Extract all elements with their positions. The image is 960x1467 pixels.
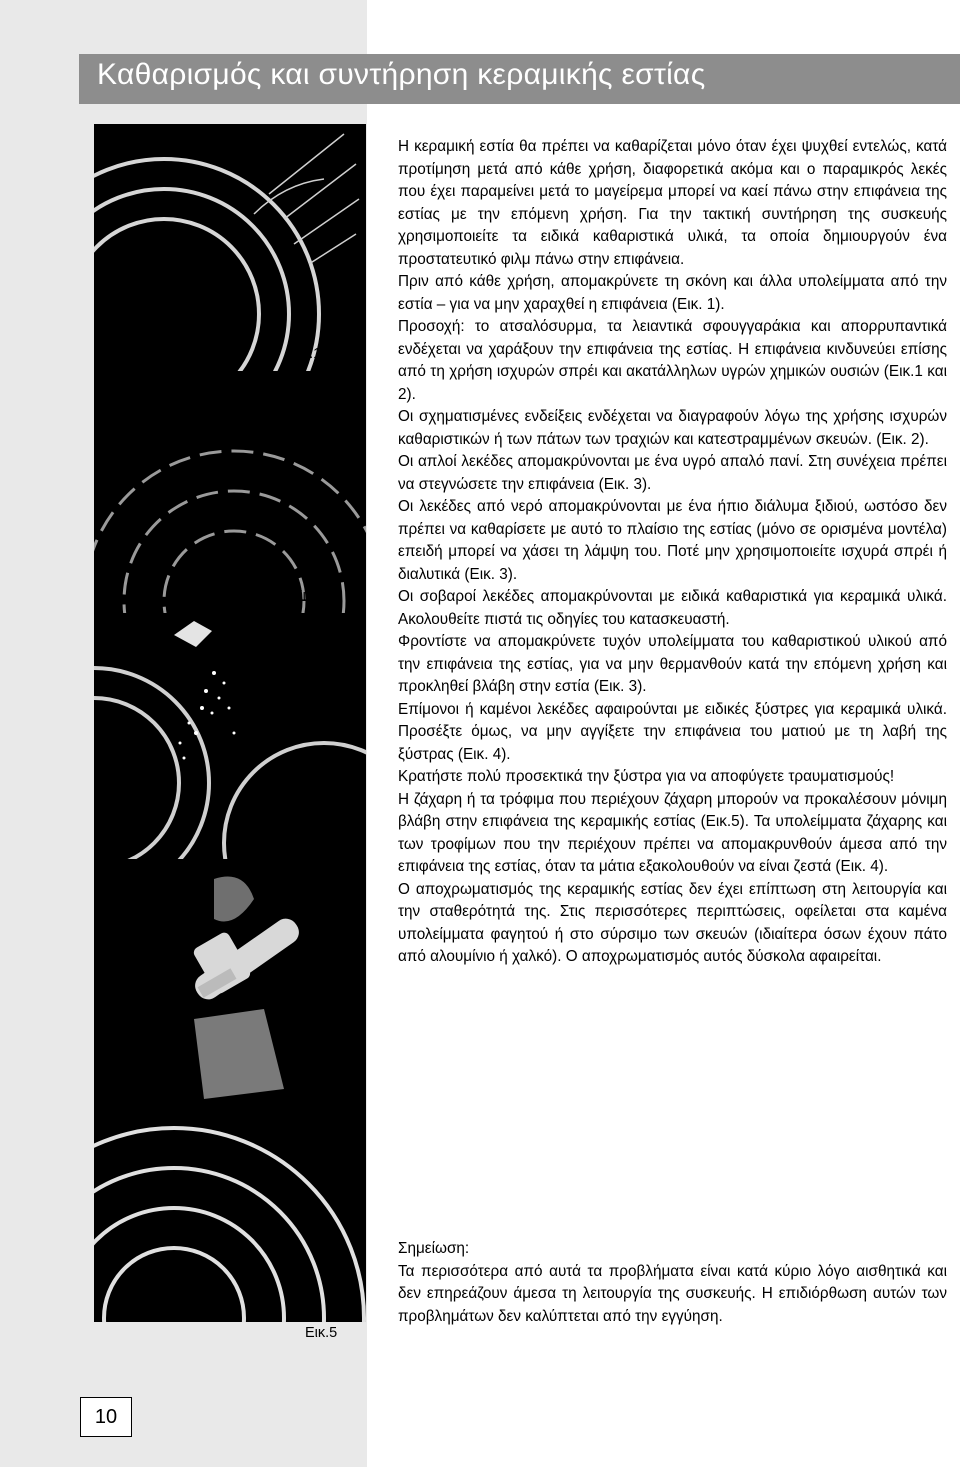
paragraph: Προσοχή: το ατσαλόσυρμα, τα λειαντικά σφουγγαράκια και απορρυπαντικά ενδέχεται να χαράξουν την επιφάνεια της εστίας. Η επιφάνεια κινδυνεύει επίσης από τη χρήση ισχυρών σπρέι και ακατάλληλων υγρών χημικών ουσιών (Εικ.1 και 2). <box>398 318 947 403</box>
paragraph: Η ζάχαρη ή τα τρόφιμα που περιέχουν ζάχαρη μπορούν να προκαλέσουν μόνιμη βλάβη στην επιφάνεια της κεραμικής εστίας (Εικ.5). Τα υπολείμματα ζάχαρης και των τροφίμων που την περιέχουν πρέπει να απομακρυνθούν άμεσα από την επιφάνεια της εστίας, όταν τα μάτια εξακολουθούν να είναι ζεστά (Εικ. 4). <box>398 790 947 875</box>
cooktop-scratches-icon <box>94 124 366 371</box>
paragraph: Φροντίστε να απομακρύνετε τυχόν υπολείμματα του καθαριστικού υλικού από την επιφάνεια της εστίας, για να μην θερμανθούν κατά την επόμενη χρήση και προκληθεί βλάβη στην εστία (Εικ. 3). <box>398 633 947 695</box>
body-text <box>398 136 947 1214</box>
paragraph: Ο αποχρωματισμός της κεραμικής εστίας δεν έχει επίπτωση στη λειτουργία και την σταθερότητά της. Στις περισσότερες περιπτώσεις, οφείλεται στα καμένα υπολείμματα φαγητού ή στο σύρσιμο των σκευών (ιδιαίτερα όσων έχουν πάτο από αλουμίνιο ή χαλκό). Ο αποχρωματισμός αυτός δύσκολα αφαιρείται. <box>398 880 947 965</box>
figure-3 <box>94 613 366 859</box>
paragraph: Οι σοβαροί λεκέδες απομακρύνονται με ειδικά καθαριστικά για κεραμικά υλικά. Ακολουθείτε πιστά τις οδηγίες του κατασκευαστή. <box>398 588 947 628</box>
cooktop-scraper-icon <box>94 859 366 1103</box>
note-heading: Σημείωση: <box>398 1240 470 1257</box>
note <box>398 1238 947 1328</box>
figure-1 <box>94 124 366 371</box>
paragraph: Κρατήστε πολύ προσεκτικά την ξύστρα για να αποφύγετε τραυματισμούς! <box>398 768 895 785</box>
paragraph: Οι απλοί λεκέδες απομακρύνονται με ένα υγρό απαλό πανί. Στη συνέχεια πρέπει να στεγνώσετε την επιφάνεια (Εικ. 3). <box>398 453 947 493</box>
cooktop-stain-rings-icon <box>94 1103 366 1322</box>
figure-4-label: Εικ.4 <box>293 1078 326 1094</box>
paragraph: Οι λεκέδες από νερό απομακρύνονται με ένα ήπιο διάλυμα ξιδιού, ωστόσο δεν πρέπει να καθαρίσετε με αυτό το πλαίσιο της εστίας (μόνο σε ορισμένα μοντέλα) επειδή μπορεί να χάσει τη λάμψη του. Ποτέ μην χρησιμοποιείτε ισχυρά σπρέι ή διαλυτικά (Εικ. 3). <box>398 498 947 583</box>
paragraph: Οι σχηματισμένες ενδείξεις ενδέχεται να διαγραφούν λόγω της χρήσης ισχυρών καθαριστικών ή των πάτων των τραχιών και κατεστραμμένων σκευών. (Εικ. 2). <box>398 408 947 448</box>
note-text: Τα περισσότερα από αυτά τα προβλήματα είναι κατά κύριο λόγο αισθητικά και δεν επηρεάζουν άμεσα τη λειτουργία της συσκευής. Η επιδιόρθωση αυτών των προβλημάτων δεν καλύπτεται από την εγγύηση. <box>398 1262 947 1325</box>
paragraph: Επίμονοι ή καμένοι λεκέδες αφαιρούνται με ειδικές ξύστρες για κεραμικά υλικά. Προσέξτε όμως, να μην αγγίξετε την επιφάνεια του ματιού με τη λαβή της ξύστρας (Εικ. 4). <box>398 700 947 763</box>
page-number: 10 <box>80 1397 132 1437</box>
cooktop-worn-markings-icon <box>94 371 366 613</box>
figure-5-label: Εικ.5 <box>305 1325 338 1341</box>
figure-3-label: Εικ.3 <box>293 834 326 850</box>
figure-2-label: Εικ.2 <box>293 588 326 604</box>
paragraph: Πριν από κάθε χρήση, απομακρύνετε τη σκόνη και άλλα υπολείμματα από την εστία – για να μην χαραχθεί η επιφάνεια (Εικ. 1). <box>398 273 947 313</box>
figure-4 <box>94 859 366 1103</box>
cooktop-spray-cleaning-icon <box>94 613 366 859</box>
page-title: Καθαρισμός και συντήρηση κεραμικής εστίας <box>97 58 706 91</box>
figure-2 <box>94 371 366 613</box>
figure-5 <box>94 1103 366 1322</box>
paragraph: Η κεραμική εστία θα πρέπει να καθαρίζεται μόνο όταν έχει ψυχθεί εντελώς, κατά προτίμηση μετά από κάθε χρήση, διαφορετικά ακόμα και ο παραμικρός λεκές που έχει παραμείνει μετά το μαγείρεμα μπορεί να καεί πάνω στην επιφάνεια της εστίας με την επόμενη χρήση. Για την τακτική συντήρηση της συσκευής χρησιμοποιείτε τα ειδικά καθαριστικά υλικά, τα οποία δημιουργούν ένα προστατευτικό φιλμ πάνω στην επιφάνεια. <box>398 138 947 268</box>
figure-1-label: Εικ.1 <box>289 346 322 362</box>
